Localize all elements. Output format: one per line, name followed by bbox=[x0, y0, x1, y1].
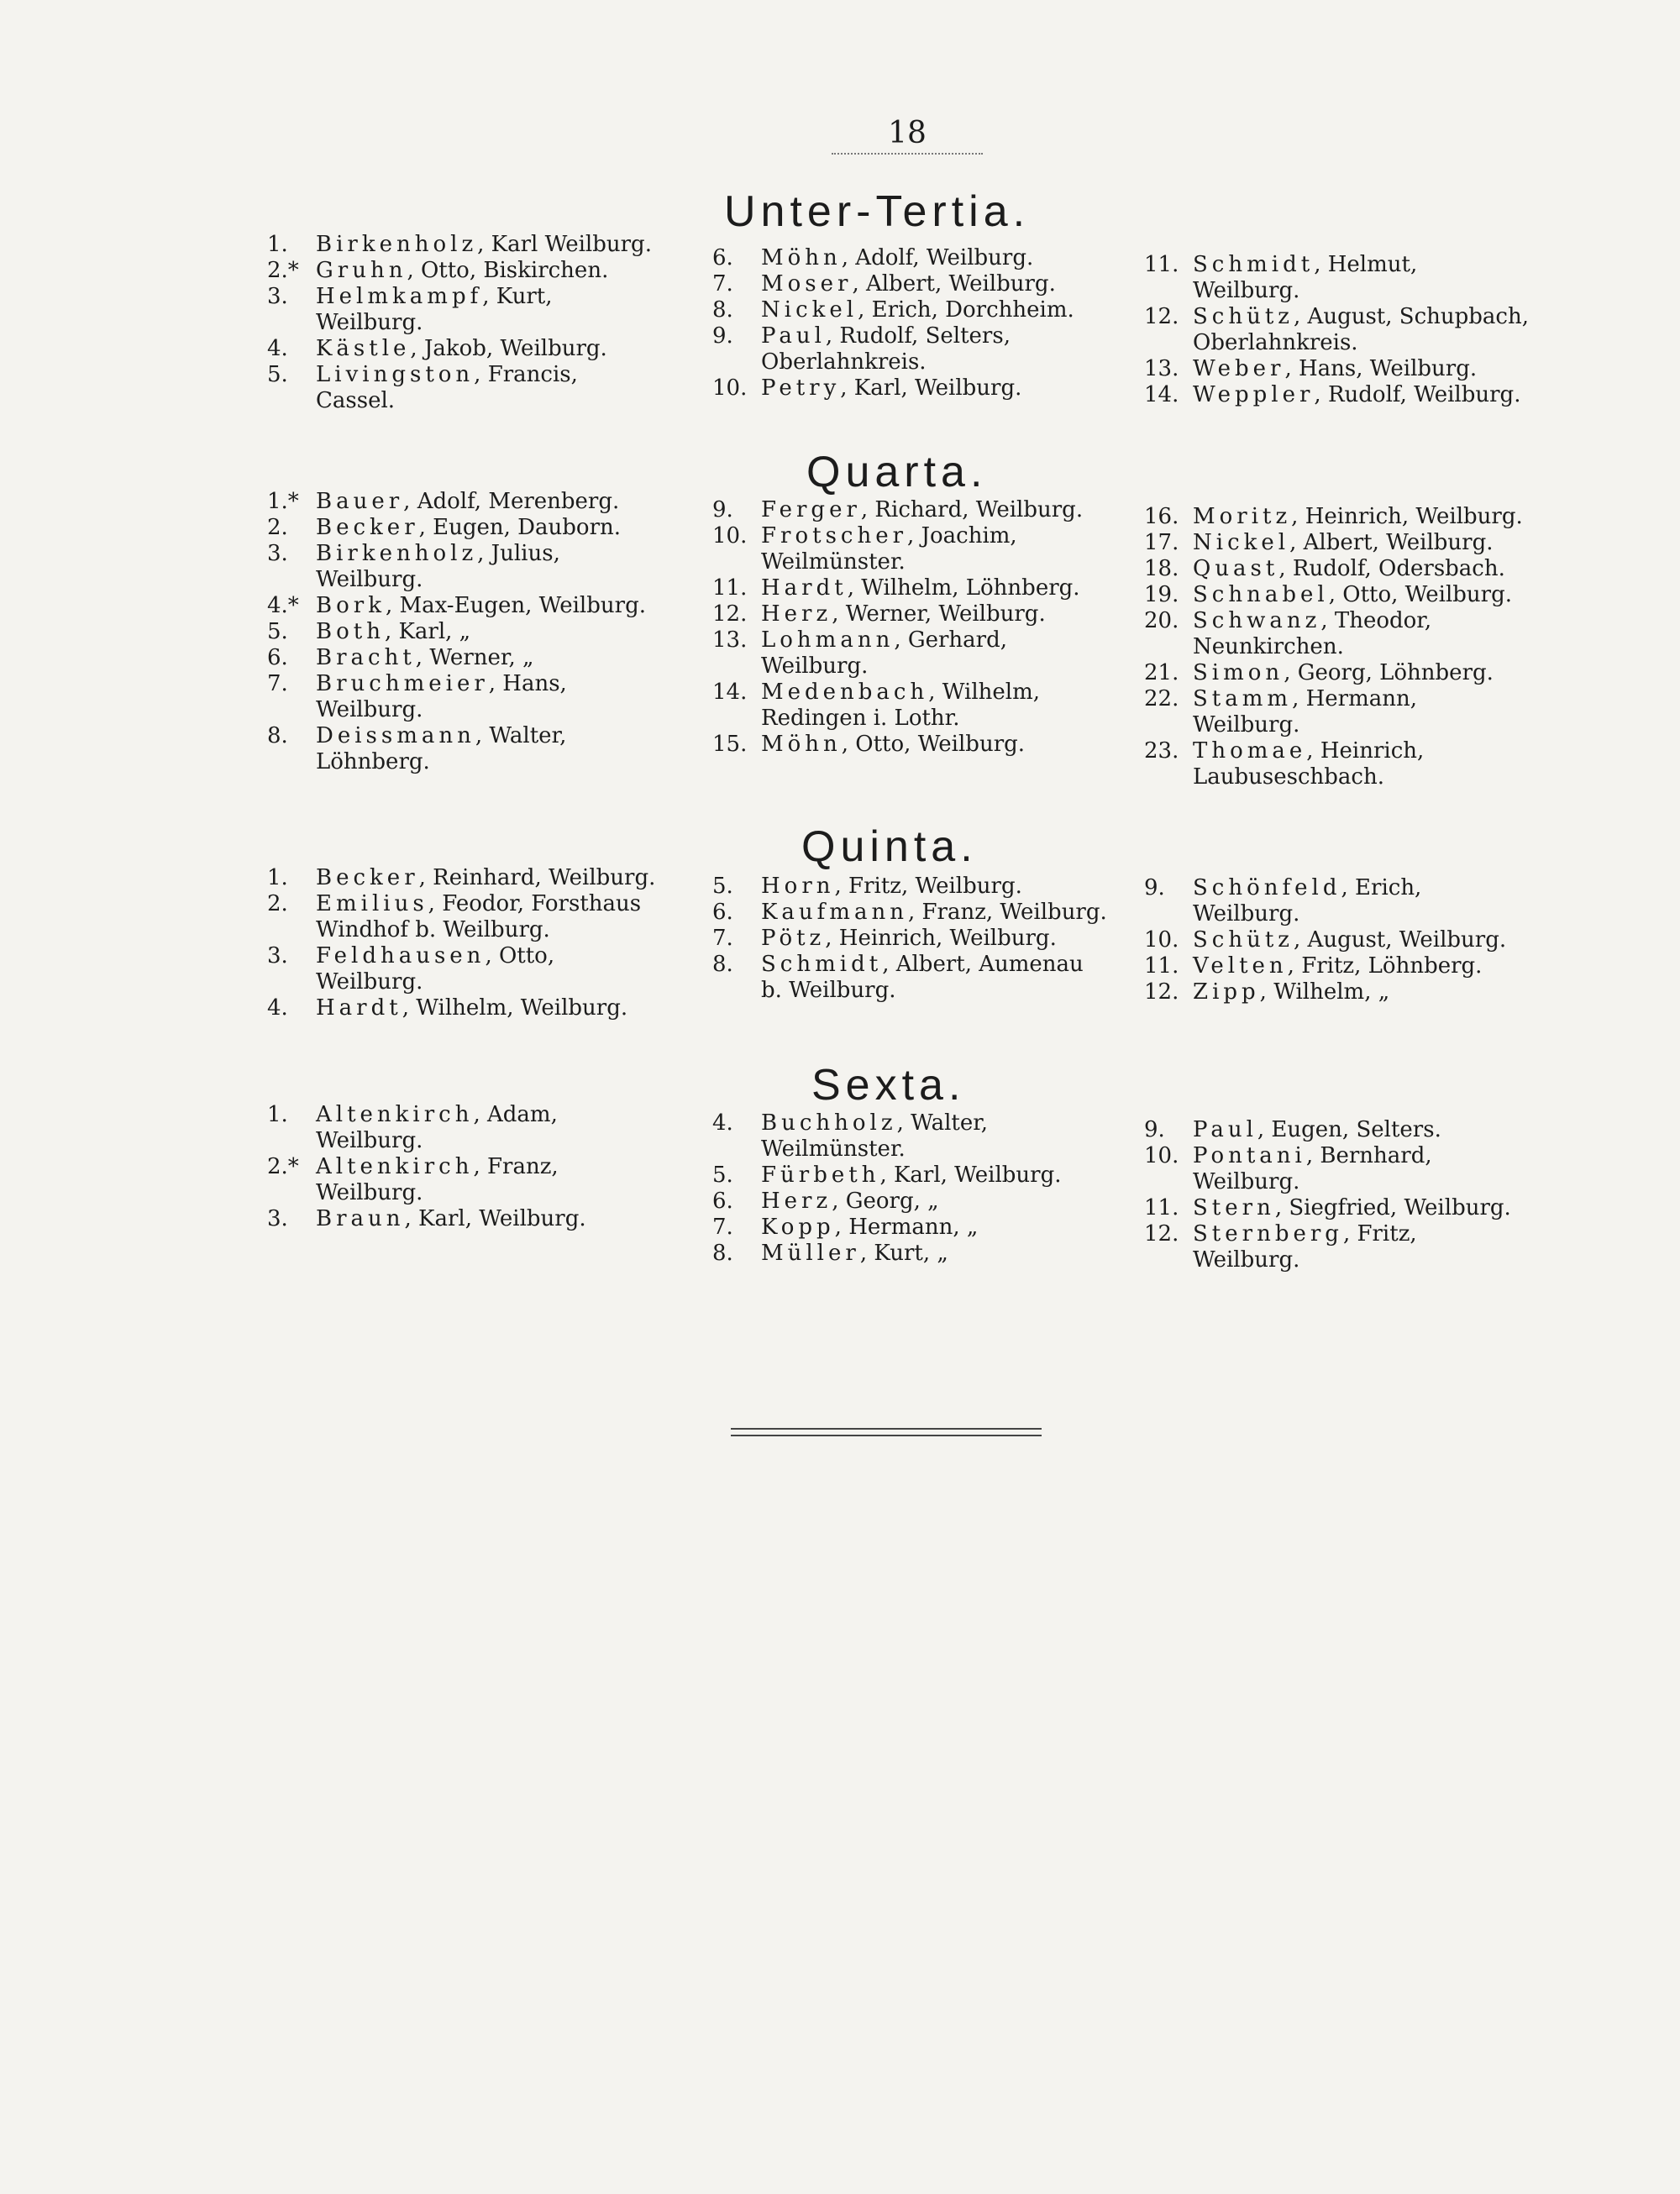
student-surname: Emilius bbox=[316, 891, 428, 916]
student-entry bbox=[267, 232, 662, 258]
student-details: , Rudolf, Odersbach. bbox=[1278, 556, 1505, 581]
student-details: , Hans, Weilburg. bbox=[316, 671, 567, 722]
student-details: , Eugen, Selters. bbox=[1257, 1117, 1441, 1142]
student-surname: Birkenholz bbox=[316, 541, 478, 566]
student-surname: Herz bbox=[761, 601, 832, 627]
student-entry bbox=[712, 732, 1107, 758]
student-details: , Franz, Weilburg. bbox=[316, 1154, 559, 1205]
student-surname: Simon bbox=[1193, 660, 1284, 685]
student-entry bbox=[267, 1154, 662, 1206]
student-surname: Sternberg bbox=[1193, 1221, 1343, 1247]
student-surname: Moser bbox=[761, 271, 853, 297]
entry-number: 10. bbox=[712, 375, 748, 401]
entry-number: 8. bbox=[712, 952, 733, 977]
student-surname: Kopp bbox=[761, 1215, 835, 1240]
student-details: , Hermann, Weilburg. bbox=[1193, 686, 1418, 737]
entry-number: 4. bbox=[267, 336, 288, 361]
student-surname: Pontani bbox=[1193, 1143, 1306, 1168]
untertertia-column-1 bbox=[267, 232, 662, 414]
student-surname: Schmidt bbox=[761, 952, 883, 977]
student-surname: Thomae bbox=[1193, 738, 1307, 764]
entry-number: 16. bbox=[1144, 504, 1179, 529]
student-entry bbox=[1144, 356, 1530, 382]
entry-number: 9. bbox=[1144, 875, 1165, 900]
student-entry bbox=[267, 1102, 662, 1154]
student-details: , Franz, Weilburg. bbox=[907, 900, 1107, 925]
entry-number: 19. bbox=[1144, 582, 1179, 607]
entry-number: 3. bbox=[267, 541, 288, 566]
entry-number: 1.* bbox=[267, 489, 299, 514]
quarta-column-1 bbox=[267, 489, 662, 775]
student-entry bbox=[267, 593, 662, 619]
student-entry bbox=[712, 874, 1107, 900]
student-surname: Frotscher bbox=[761, 523, 908, 548]
student-details: , Werner, Weilburg. bbox=[832, 601, 1046, 627]
student-surname: Paul bbox=[1193, 1117, 1257, 1142]
student-details: , Heinrich, Weilburg. bbox=[825, 926, 1057, 951]
student-surname: Horn bbox=[761, 874, 835, 899]
entry-number: 13. bbox=[712, 627, 748, 653]
student-details: , Gerhard, Weilburg. bbox=[761, 627, 1008, 679]
student-surname: Bruchmeier bbox=[316, 671, 489, 696]
student-entry bbox=[1144, 660, 1530, 686]
student-entry bbox=[1144, 738, 1530, 790]
student-surname: Gruhn bbox=[316, 258, 407, 283]
student-entry bbox=[267, 1206, 662, 1232]
student-surname: Nickel bbox=[1193, 530, 1290, 555]
student-details: , Adolf, Weilburg. bbox=[841, 245, 1034, 270]
entry-number: 11. bbox=[1144, 953, 1179, 979]
student-details: , Max-Eugen, Weilburg. bbox=[385, 593, 646, 618]
student-details: , Albert, Weilburg. bbox=[852, 271, 1056, 297]
entry-number: 6. bbox=[267, 645, 288, 670]
student-details: , Wilhelm, Redingen i. Lothr. bbox=[761, 680, 1041, 731]
page-number: 18 bbox=[888, 116, 927, 150]
student-surname: Weppler bbox=[1193, 382, 1315, 407]
student-details: , Albert, Aumenau b. Weilburg. bbox=[761, 952, 1084, 1003]
student-details: , Theodor, Neunkirchen. bbox=[1193, 608, 1432, 659]
student-surname: Petry bbox=[761, 375, 841, 401]
student-entry bbox=[267, 362, 662, 414]
student-entry bbox=[1144, 927, 1530, 953]
student-details: , Karl, Weilburg. bbox=[879, 1163, 1062, 1188]
student-surname: Feldhausen bbox=[316, 943, 486, 968]
student-details: , Karl, „ bbox=[384, 619, 471, 644]
student-entry bbox=[712, 601, 1107, 627]
student-entry bbox=[712, 680, 1107, 732]
section-title-sexta: Sexta. bbox=[811, 1061, 966, 1110]
student-details: , Kurt, „ bbox=[859, 1241, 948, 1266]
entry-number: 12. bbox=[1144, 979, 1179, 1005]
entry-number: 18. bbox=[1144, 556, 1179, 581]
quinta-column-1 bbox=[267, 865, 662, 1021]
student-surname: Schnabel bbox=[1193, 582, 1329, 607]
student-details: , Adam, Weilburg. bbox=[316, 1102, 558, 1153]
student-entry bbox=[712, 900, 1107, 926]
entry-number: 7. bbox=[267, 671, 288, 696]
student-details: , Feodor, Forsthaus Windhof b. Weilburg. bbox=[316, 891, 642, 942]
entry-number: 12. bbox=[1144, 304, 1179, 329]
student-details: , Eugen, Dauborn. bbox=[418, 515, 622, 540]
student-details: , Kurt, Weilburg. bbox=[316, 284, 553, 335]
section-title-quinta: Quinta. bbox=[801, 822, 978, 871]
student-details: , Otto, Weilburg. bbox=[1328, 582, 1512, 607]
student-entry bbox=[712, 323, 1107, 375]
entry-number: 23. bbox=[1144, 738, 1179, 764]
entry-number: 1. bbox=[267, 232, 288, 257]
student-details: , Richard, Weilburg. bbox=[860, 497, 1084, 522]
entry-number: 2. bbox=[267, 891, 288, 916]
student-surname: Becker bbox=[316, 865, 419, 890]
student-surname: Buchholz bbox=[761, 1110, 897, 1136]
quarta-column-2 bbox=[712, 497, 1107, 758]
student-surname: Herz bbox=[761, 1189, 832, 1214]
entry-number: 2.* bbox=[267, 1154, 299, 1179]
entry-number: 1. bbox=[267, 1102, 288, 1127]
student-surname: Becker bbox=[316, 515, 419, 540]
student-details: , Werner, „ bbox=[415, 645, 534, 670]
student-details: , Walter, Weilmünster. bbox=[761, 1110, 989, 1162]
entry-number: 2.* bbox=[267, 258, 299, 283]
student-entry bbox=[267, 891, 662, 943]
student-entry bbox=[1144, 875, 1530, 927]
student-entry bbox=[712, 1110, 1107, 1163]
entry-number: 5. bbox=[267, 362, 288, 387]
entry-number: 12. bbox=[1144, 1221, 1179, 1247]
student-entry bbox=[712, 926, 1107, 952]
student-entry bbox=[712, 245, 1107, 271]
quinta-column-3 bbox=[1144, 875, 1530, 1005]
student-entry bbox=[712, 523, 1107, 575]
student-details: , Hermann, „ bbox=[834, 1215, 979, 1240]
student-surname: Nickel bbox=[761, 297, 858, 323]
student-surname: Schütz bbox=[1193, 927, 1294, 953]
student-surname: Medenbach bbox=[761, 680, 929, 705]
student-surname: Livingston bbox=[316, 362, 475, 387]
student-details: , Karl Weilburg. bbox=[477, 232, 652, 257]
entry-number: 1. bbox=[267, 865, 288, 890]
student-details: , Albert, Weilburg. bbox=[1289, 530, 1494, 555]
student-surname: Schmidt bbox=[1193, 252, 1315, 277]
student-entry bbox=[712, 952, 1107, 1004]
student-entry bbox=[712, 271, 1107, 297]
entry-number: 4. bbox=[712, 1110, 733, 1136]
entry-number: 12. bbox=[712, 601, 748, 627]
student-entry bbox=[1144, 608, 1530, 660]
entry-number: 11. bbox=[1144, 252, 1179, 277]
sexta-column-2 bbox=[712, 1110, 1107, 1267]
entry-number: 21. bbox=[1144, 660, 1179, 685]
student-surname: Moritz bbox=[1193, 504, 1292, 529]
section-title-quarta: Quarta. bbox=[806, 448, 988, 496]
student-details: , Otto, Weilburg. bbox=[316, 943, 555, 995]
entry-number: 4. bbox=[267, 995, 288, 1021]
student-entry bbox=[712, 297, 1107, 323]
student-surname: Pötz bbox=[761, 926, 826, 951]
student-surname: Bauer bbox=[316, 489, 404, 514]
student-surname: Kästle bbox=[316, 336, 411, 361]
entry-number: 6. bbox=[712, 245, 733, 270]
student-surname: Weber bbox=[1193, 356, 1285, 381]
entry-number: 6. bbox=[712, 1189, 733, 1214]
student-entry bbox=[712, 375, 1107, 402]
entry-number: 10. bbox=[1144, 927, 1179, 953]
sexta-column-3 bbox=[1144, 1117, 1530, 1273]
entry-number: 22. bbox=[1144, 686, 1179, 711]
entry-number: 5. bbox=[267, 619, 288, 644]
student-entry bbox=[267, 723, 662, 775]
student-details: , Helmut, Weilburg. bbox=[1193, 252, 1418, 303]
student-surname: Müller bbox=[761, 1241, 860, 1266]
student-surname: Schütz bbox=[1193, 304, 1294, 329]
student-entry bbox=[1144, 979, 1530, 1005]
student-entry bbox=[1144, 1117, 1530, 1143]
entry-number: 9. bbox=[1144, 1117, 1165, 1142]
student-surname: Hardt bbox=[316, 995, 402, 1021]
student-surname: Paul bbox=[761, 323, 826, 349]
student-details: , Fritz, Löhnberg. bbox=[1287, 953, 1483, 979]
student-entry bbox=[267, 619, 662, 645]
student-details: , Rudolf, Weilburg. bbox=[1314, 382, 1521, 407]
entry-number: 10. bbox=[1144, 1143, 1179, 1168]
student-entry bbox=[712, 1189, 1107, 1215]
student-details: , Jakob, Weilburg. bbox=[410, 336, 607, 361]
entry-number: 8. bbox=[712, 297, 733, 323]
student-entry bbox=[267, 515, 662, 541]
student-entry bbox=[1144, 304, 1530, 356]
closing-double-rule bbox=[731, 1428, 1042, 1436]
entry-number: 17. bbox=[1144, 530, 1179, 555]
student-entry bbox=[1144, 953, 1530, 979]
student-details: , Heinrich, Weilburg. bbox=[1291, 504, 1523, 529]
untertertia-column-2 bbox=[712, 245, 1107, 402]
student-details: , August, Schupbach, Oberlahnkreis. bbox=[1193, 304, 1529, 355]
student-details: , Erich, Dorchheim. bbox=[858, 297, 1074, 323]
student-entry bbox=[1144, 530, 1530, 556]
student-details: , Reinhard, Weilburg. bbox=[418, 865, 656, 890]
entry-number: 15. bbox=[712, 732, 748, 757]
student-details: , Rudolf, Selters, Oberlahnkreis. bbox=[761, 323, 1011, 375]
student-entry bbox=[712, 1215, 1107, 1241]
student-surname: Bracht bbox=[316, 645, 416, 670]
student-surname: Lohmann bbox=[761, 627, 895, 653]
entry-number: 14. bbox=[712, 680, 748, 705]
student-surname: Altenkirch bbox=[316, 1102, 474, 1127]
entry-number: 9. bbox=[712, 323, 733, 349]
student-surname: Schwanz bbox=[1193, 608, 1321, 633]
student-details: , Siegfried, Weilburg. bbox=[1274, 1195, 1511, 1220]
student-details: , Otto, Biskirchen. bbox=[407, 258, 609, 283]
student-entry bbox=[1144, 504, 1530, 530]
student-details: , Fritz, Weilburg. bbox=[834, 874, 1022, 899]
entry-number: 7. bbox=[712, 926, 733, 951]
student-entry bbox=[1144, 252, 1530, 304]
entry-number: 8. bbox=[267, 723, 288, 748]
student-surname: Zipp bbox=[1193, 979, 1260, 1005]
student-entry bbox=[712, 627, 1107, 680]
student-details: , Julius, Weilburg. bbox=[316, 541, 560, 592]
student-surname: Stamm bbox=[1193, 686, 1293, 711]
student-entry bbox=[1144, 1195, 1530, 1221]
quinta-column-2 bbox=[712, 874, 1107, 1004]
student-surname: Kaufmann bbox=[761, 900, 908, 925]
entry-number: 14. bbox=[1144, 382, 1179, 407]
student-details: , Otto, Weilburg. bbox=[841, 732, 1026, 757]
student-entry bbox=[1144, 686, 1530, 738]
entry-number: 3. bbox=[267, 1206, 288, 1231]
student-details: , Hans, Weilburg. bbox=[1284, 356, 1478, 381]
student-details: , Karl, Weilburg. bbox=[404, 1206, 586, 1231]
student-details: , Francis, Cassel. bbox=[316, 362, 578, 413]
student-entry bbox=[267, 995, 662, 1021]
entry-number: 10. bbox=[712, 523, 748, 548]
student-entry bbox=[267, 336, 662, 362]
student-details: , Wilhelm, Löhnberg. bbox=[847, 575, 1080, 601]
student-entry bbox=[267, 645, 662, 671]
student-details: , Joachim, Weilmünster. bbox=[761, 523, 1017, 575]
student-surname: Velten bbox=[1193, 953, 1288, 979]
student-details: , Wilhelm, „ bbox=[1259, 979, 1390, 1005]
student-details: , Georg, Löhnberg. bbox=[1284, 660, 1494, 685]
student-entry bbox=[1144, 556, 1530, 582]
page-number-underline bbox=[832, 153, 983, 155]
student-surname: Stern bbox=[1193, 1195, 1275, 1220]
student-entry bbox=[267, 865, 662, 891]
entry-number: 3. bbox=[267, 284, 288, 309]
student-entry bbox=[267, 541, 662, 593]
student-entry bbox=[267, 671, 662, 723]
entry-number: 13. bbox=[1144, 356, 1179, 381]
student-entry bbox=[267, 489, 662, 515]
entry-number: 4.* bbox=[267, 593, 299, 618]
student-surname: Ferger bbox=[761, 497, 861, 522]
student-surname: Fürbeth bbox=[761, 1163, 880, 1188]
student-details: , Erich, Weilburg. bbox=[1193, 875, 1422, 926]
sexta-column-1 bbox=[267, 1102, 662, 1232]
student-surname: Braun bbox=[316, 1206, 405, 1231]
student-surname: Both bbox=[316, 619, 385, 644]
entry-number: 5. bbox=[712, 1163, 733, 1188]
student-details: , Fritz, Weilburg. bbox=[1193, 1221, 1417, 1273]
student-entry bbox=[712, 497, 1107, 523]
student-entry bbox=[1144, 1143, 1530, 1195]
student-details: , Heinrich, Laubuseschbach. bbox=[1193, 738, 1425, 790]
student-entry bbox=[712, 1163, 1107, 1189]
section-title-untertertia: Unter-Tertia. bbox=[724, 187, 1031, 236]
entry-number: 20. bbox=[1144, 608, 1179, 633]
student-details: , August, Weilburg. bbox=[1294, 927, 1507, 953]
student-entry bbox=[712, 575, 1107, 601]
entry-number: 8. bbox=[712, 1241, 733, 1266]
student-surname: Schönfeld bbox=[1193, 875, 1341, 900]
student-entry bbox=[267, 943, 662, 995]
student-details: , Bernhard, Weilburg. bbox=[1193, 1143, 1432, 1194]
student-entry bbox=[1144, 1221, 1530, 1273]
student-surname: Birkenholz bbox=[316, 232, 478, 257]
entry-number: 5. bbox=[712, 874, 733, 899]
student-details: , Adolf, Merenberg. bbox=[403, 489, 620, 514]
student-details: , Walter, Löhnberg. bbox=[316, 723, 567, 774]
student-surname: Helmkampf bbox=[316, 284, 483, 309]
student-entry bbox=[1144, 382, 1530, 408]
student-surname: Altenkirch bbox=[316, 1154, 474, 1179]
entry-number: 2. bbox=[267, 515, 288, 540]
untertertia-column-3 bbox=[1144, 252, 1530, 408]
student-entry bbox=[712, 1241, 1107, 1267]
student-surname: Deissmann bbox=[316, 723, 475, 748]
entry-number: 6. bbox=[712, 900, 733, 925]
student-entry bbox=[267, 258, 662, 284]
entry-number: 3. bbox=[267, 943, 288, 968]
entry-number: 7. bbox=[712, 1215, 733, 1240]
student-surname: Möhn bbox=[761, 245, 842, 270]
entry-number: 11. bbox=[712, 575, 748, 601]
entry-number: 9. bbox=[712, 497, 733, 522]
quarta-column-3 bbox=[1144, 504, 1530, 790]
student-surname: Bork bbox=[316, 593, 386, 618]
entry-number: 11. bbox=[1144, 1195, 1179, 1220]
student-entry bbox=[267, 284, 662, 336]
student-details: , Wilhelm, Weilburg. bbox=[402, 995, 628, 1021]
student-details: , Georg, „ bbox=[832, 1189, 939, 1214]
student-entry bbox=[1144, 582, 1530, 608]
student-surname: Quast bbox=[1193, 556, 1279, 581]
student-surname: Möhn bbox=[761, 732, 842, 757]
student-details: , Karl, Weilburg. bbox=[840, 375, 1022, 401]
entry-number: 7. bbox=[712, 271, 733, 297]
student-surname: Hardt bbox=[761, 575, 848, 601]
